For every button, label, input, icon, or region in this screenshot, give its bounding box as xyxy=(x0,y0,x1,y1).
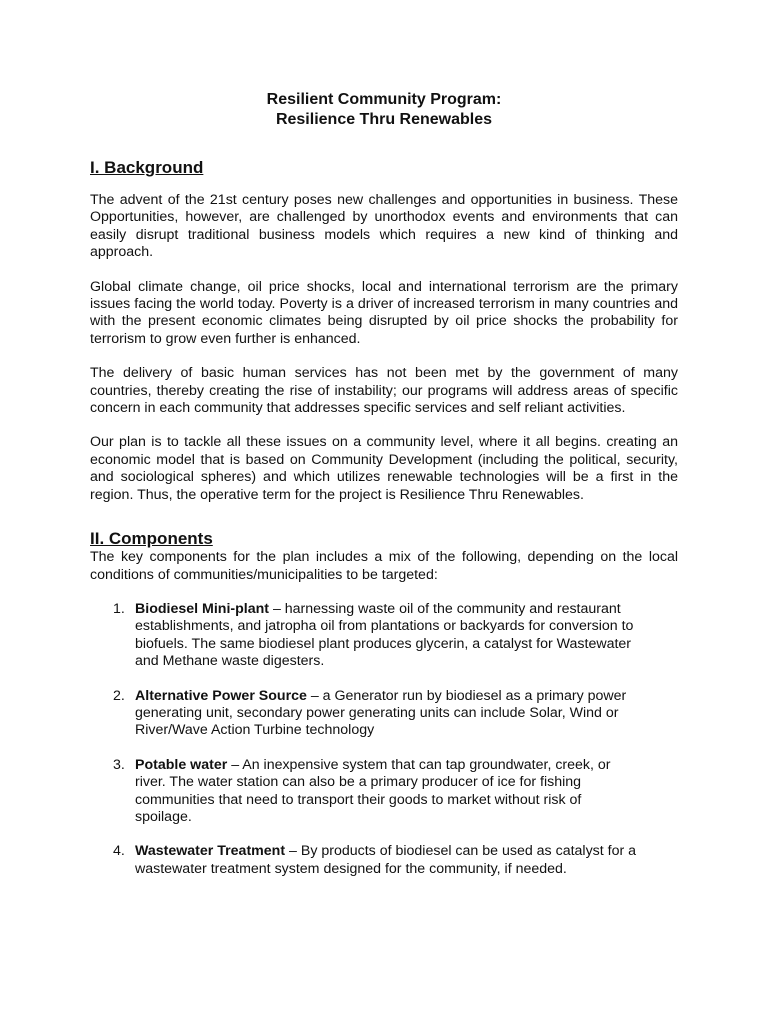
components-intro: The key components for the plan includes a mix of the following, depending on the local conditions of communities/municipalities to be targeted: xyxy=(90,549,678,583)
list-item-term: Biodiesel Mini-plant xyxy=(135,600,269,617)
list-item xyxy=(113,756,678,827)
components-heading: II. Components xyxy=(90,529,213,549)
background-paragraph-4: Our plan is to tackle all these issues on a community level, where it all begins. creating an economic model that is based on Community Development (including the political, security, and sociological spheres) and which utilizes renewable technologies will be a first in the region. Thus, the operative term for the project is Resilience Thru Renewables. xyxy=(90,434,678,503)
list-item xyxy=(113,843,678,878)
background-paragraph-2: Global climate change, oil price shocks, local and international terrorism are the primary issues facing the world today. Poverty is a driver of increased terrorism in many countries and with the present economic climates being disrupted by oil price shocks the probability for terrorism to grow even further is enhanced. xyxy=(90,278,678,347)
list-item xyxy=(113,600,678,671)
list-item-term: Alternative Power Source xyxy=(135,687,307,704)
list-item-number: 4. xyxy=(113,843,125,860)
list-item-number: 1. xyxy=(113,600,125,617)
list-item-text: – a Generator run by biodiesel as a primary power generating unit, secondary power generating units can include Solar, Wind or River/Wave Action Turbine technology xyxy=(135,687,627,739)
list-item-term: Potable water xyxy=(135,756,228,773)
background-heading: I. Background xyxy=(90,158,204,177)
title-line-1: Resilient Community Program: xyxy=(266,91,502,108)
list-item-term: Wastewater Treatment xyxy=(135,843,286,860)
list-item-text: – harnessing waste oil of the community and restaurant establishments, and jatropha oil from plantations or backyards for conversion to biofuels. The same biodiesel plant produces glycerin, a catalyst for Wastewater and Methane waste digesters. xyxy=(135,600,634,670)
document-title xyxy=(90,90,678,130)
list-item-text: – By products of biodiesel can be used as catalyst for a wastewater treatment system designed for the community, if needed. xyxy=(135,843,637,877)
list-item-number: 2. xyxy=(113,687,125,704)
list-item-text: – An inexpensive system that can tap groundwater, creek, or river. The water station can also be a primary producer of ice for fishing communities that need to transport their goods to market without risk of spoilage. xyxy=(135,756,611,825)
background-paragraph-3: The delivery of basic human services has not been met by the government of many countries, thereby creating the rise of instability; our programs will address areas of specific concern in each community that addresses specific services and self reliant activities. xyxy=(90,365,678,417)
list-item xyxy=(113,687,678,740)
background-paragraph-1: The advent of the 21st century poses new challenges and opportunities in business. These Opportunities, however, are challenged by unorthodox events and environments that can easily disrupt traditional business models which requires a new kind of thinking and approach. xyxy=(90,192,678,261)
components-list xyxy=(90,601,678,878)
title-line-2: Resilience Thru Renewables xyxy=(275,111,493,128)
list-item-number: 3. xyxy=(113,756,125,773)
